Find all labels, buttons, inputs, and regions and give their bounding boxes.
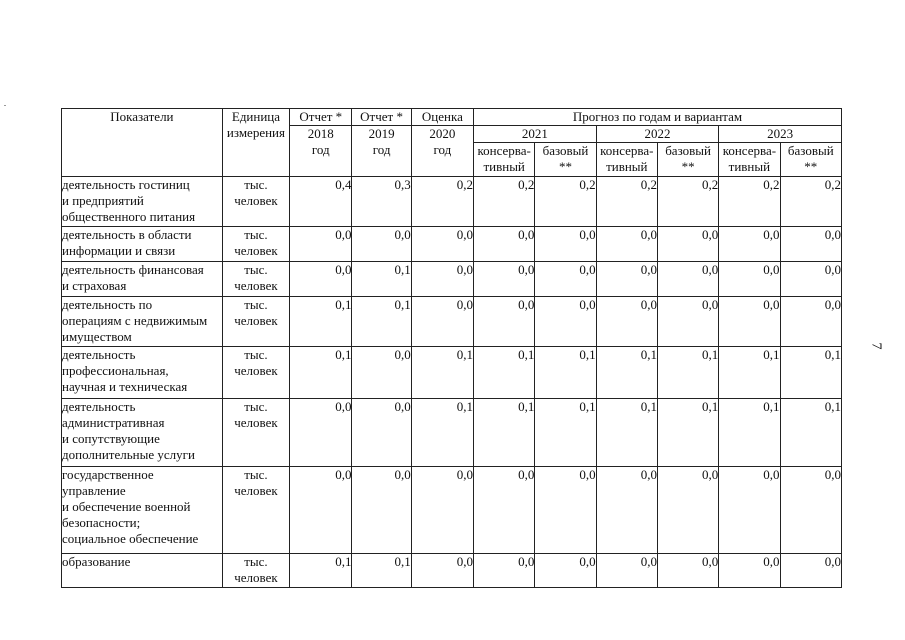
unit-cell: тыс. человек [222, 227, 289, 262]
value-cell: 0,0 [290, 262, 352, 297]
value-cell: 0,1 [352, 554, 411, 588]
value-cell: 0,0 [411, 227, 473, 262]
value-cell: 0,1 [719, 399, 780, 467]
value-cell: 0,0 [657, 297, 718, 347]
value-cell: 0,0 [657, 554, 718, 588]
indicator-label: деятельность в области информации и связи [62, 227, 223, 262]
margin-mark [4, 105, 6, 106]
value-cell: 0,2 [780, 177, 841, 227]
value-cell: 0,0 [474, 467, 535, 554]
value-cell: 0,0 [596, 467, 657, 554]
header-base-2022: базовый ** [657, 143, 718, 177]
value-cell: 0,1 [657, 399, 718, 467]
table-row [62, 227, 842, 262]
value-cell: 0,2 [657, 177, 718, 227]
value-cell: 0,1 [596, 399, 657, 467]
header-forecast: Прогноз по годам и вариантам [474, 109, 842, 126]
header-conservative-2023: консерва- тивный [719, 143, 780, 177]
value-cell: 0,0 [535, 467, 596, 554]
unit-cell: тыс. человек [222, 467, 289, 554]
indicator-label: деятельность гостиниц и предприятий общественного питания [62, 177, 223, 227]
header-indicators: Показатели [62, 109, 223, 177]
value-cell: 0,0 [657, 467, 718, 554]
value-cell: 0,1 [474, 399, 535, 467]
table-row [62, 297, 842, 347]
header-year-2021: 2021 [474, 126, 597, 143]
value-cell: 0,0 [719, 262, 780, 297]
table-row [62, 262, 842, 297]
value-cell: 0,1 [474, 347, 535, 399]
value-cell: 0,2 [535, 177, 596, 227]
value-cell: 0,1 [352, 262, 411, 297]
value-cell: 0,0 [719, 554, 780, 588]
value-cell: 0,0 [474, 554, 535, 588]
indicator-label: государственное управление и обеспечение военной безопасности; социальное обеспечение [62, 467, 223, 554]
header-conservative-2022: консерва- тивный [596, 143, 657, 177]
value-cell: 0,1 [535, 399, 596, 467]
indicator-label: деятельность профессиональная, научная и техническая [62, 347, 223, 399]
value-cell: 0,2 [719, 177, 780, 227]
table-row [62, 347, 842, 399]
value-cell: 0,0 [596, 554, 657, 588]
value-cell: 0,0 [596, 227, 657, 262]
value-cell: 0,1 [352, 297, 411, 347]
value-cell: 0,0 [352, 467, 411, 554]
value-cell: 0,0 [657, 227, 718, 262]
unit-cell: тыс. человек [222, 554, 289, 588]
value-cell: 0,0 [535, 297, 596, 347]
value-cell: 0,0 [352, 227, 411, 262]
value-cell: 0,0 [290, 399, 352, 467]
header-unit: Единица измерения [222, 109, 289, 177]
table-row [62, 399, 842, 467]
value-cell: 0,0 [780, 467, 841, 554]
value-cell: 0,0 [411, 467, 473, 554]
value-cell: 0,0 [474, 227, 535, 262]
value-cell: 0,0 [780, 297, 841, 347]
value-cell: 0,0 [780, 227, 841, 262]
unit-cell: тыс. человек [222, 177, 289, 227]
value-cell: 0,0 [780, 554, 841, 588]
value-cell: 0,1 [596, 347, 657, 399]
value-cell: 0,1 [535, 347, 596, 399]
value-cell: 0,1 [657, 347, 718, 399]
value-cell: 0,1 [719, 347, 780, 399]
value-cell: 0,1 [290, 554, 352, 588]
table-row [62, 554, 842, 588]
header-year-2019: 2019 год [352, 126, 411, 177]
value-cell: 0,0 [596, 297, 657, 347]
value-cell: 0,1 [411, 347, 473, 399]
value-cell: 0,0 [535, 554, 596, 588]
page-number: 7 [868, 342, 884, 350]
unit-cell: тыс. человек [222, 347, 289, 399]
header-year-2020: 2020 год [411, 126, 473, 177]
value-cell: 0,0 [411, 262, 473, 297]
value-cell: 0,1 [411, 399, 473, 467]
value-cell: 0,1 [780, 399, 841, 467]
header-year-2022: 2022 [596, 126, 719, 143]
value-cell: 0,0 [535, 227, 596, 262]
table-body [62, 177, 842, 588]
value-cell: 0,0 [535, 262, 596, 297]
value-cell: 0,3 [352, 177, 411, 227]
value-cell: 0,0 [411, 297, 473, 347]
header-base-2021: базовый ** [535, 143, 596, 177]
value-cell: 0,0 [719, 467, 780, 554]
header-report-2019: Отчет * [352, 109, 411, 126]
header-year-2023: 2023 [719, 126, 842, 143]
header-base-2023: базовый ** [780, 143, 841, 177]
header-report-2018: Отчет * [290, 109, 352, 126]
value-cell: 0,0 [657, 262, 718, 297]
value-cell: 0,1 [780, 347, 841, 399]
value-cell: 0,2 [474, 177, 535, 227]
forecast-table [61, 108, 842, 588]
value-cell: 0,0 [290, 467, 352, 554]
header-year-2018: 2018 год [290, 126, 352, 177]
header-conservative-2021: консерва- тивный [474, 143, 535, 177]
header-estimate: Оценка [411, 109, 473, 126]
indicator-label: деятельность финансовая и страховая [62, 262, 223, 297]
value-cell: 0,2 [596, 177, 657, 227]
unit-cell: тыс. человек [222, 399, 289, 467]
value-cell: 0,0 [780, 262, 841, 297]
table-row [62, 177, 842, 227]
unit-cell: тыс. человек [222, 262, 289, 297]
indicator-label: деятельность административная и сопутствующие дополнительные услуги [62, 399, 223, 467]
value-cell: 0,0 [411, 554, 473, 588]
value-cell: 0,0 [352, 399, 411, 467]
value-cell: 0,0 [719, 297, 780, 347]
indicator-label: деятельность по операциям с недвижимым имуществом [62, 297, 223, 347]
table-row [62, 467, 842, 554]
value-cell: 0,2 [411, 177, 473, 227]
value-cell: 0,4 [290, 177, 352, 227]
value-cell: 0,0 [352, 347, 411, 399]
indicator-label: образование [62, 554, 223, 588]
unit-cell: тыс. человек [222, 297, 289, 347]
value-cell: 0,0 [474, 262, 535, 297]
value-cell: 0,0 [719, 227, 780, 262]
value-cell: 0,0 [290, 227, 352, 262]
value-cell: 0,0 [474, 297, 535, 347]
value-cell: 0,1 [290, 297, 352, 347]
value-cell: 0,0 [596, 262, 657, 297]
value-cell: 0,1 [290, 347, 352, 399]
